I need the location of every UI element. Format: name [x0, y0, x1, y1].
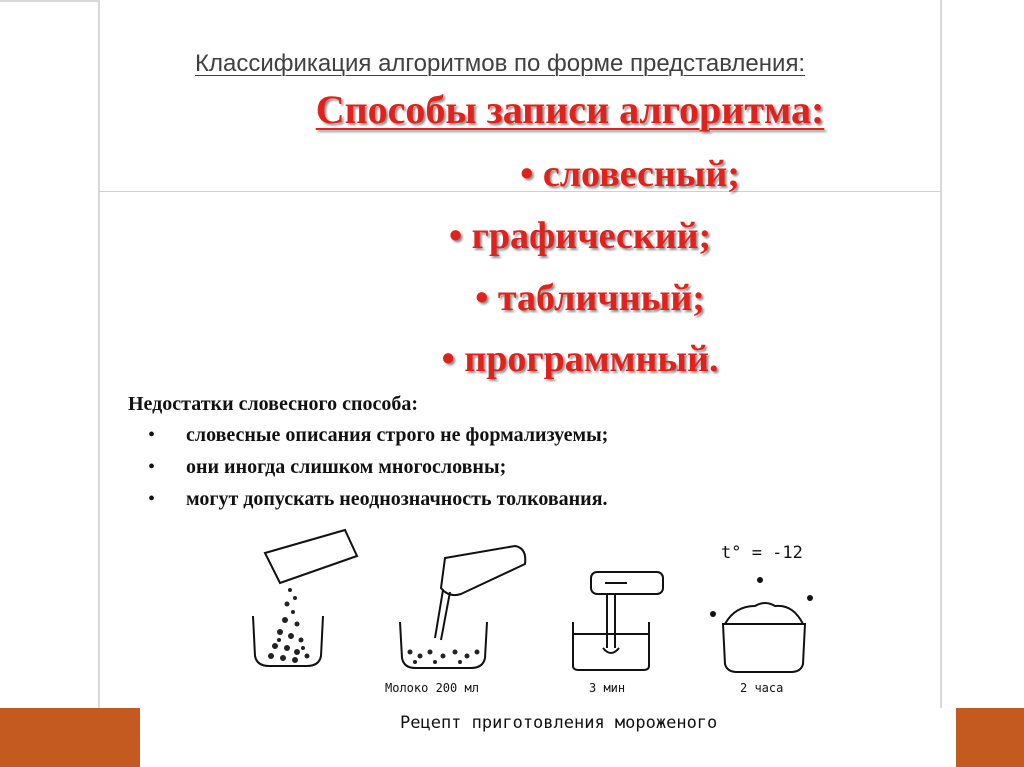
cons-list	[148, 424, 608, 520]
slide-title: Классификация алгоритмов по форме представления:	[195, 50, 806, 77]
cons-title: Недостатки словесного способа:	[128, 393, 419, 415]
step1-packet-icon	[253, 530, 357, 666]
method-tabular: • табличный;	[475, 277, 705, 319]
frame-top-left	[0, 0, 98, 2]
method-program: • программный.	[441, 338, 719, 380]
frame-left-line	[98, 0, 100, 708]
temperature-label: t° = -12	[721, 543, 803, 563]
step4-freezer-icon	[710, 577, 813, 672]
methods-heading: Способы записи алгоритма:	[315, 87, 825, 132]
step4-caption: 2 часа	[740, 681, 784, 695]
step3-caption: 3 мин	[589, 681, 626, 695]
step1-caption: Молоко 200 мл	[385, 681, 479, 695]
cons-item-text: они иногда слишком многословны;	[186, 456, 507, 478]
list-item	[148, 456, 608, 488]
cons-item-text: могут допускать неоднозначность толкования.	[186, 488, 608, 510]
bullet-icon: •	[148, 488, 156, 510]
list-item	[148, 424, 608, 456]
corner-decoration-left	[0, 708, 140, 767]
corner-decoration-right	[956, 708, 1024, 767]
bullet-icon: •	[148, 424, 156, 446]
step3-mixer-icon	[573, 572, 663, 670]
list-item	[148, 488, 608, 520]
illustration-caption: Рецепт приготовления мороженого	[400, 713, 718, 733]
method-verbal: • словесный;	[520, 153, 740, 195]
cons-item-text: словесные описания строго не формализуемы;	[186, 424, 609, 446]
ice-cream-recipe-illustration	[235, 528, 835, 740]
snowflake-icon	[710, 577, 813, 617]
method-graphic: • графический;	[448, 215, 712, 257]
step2-milk-icon	[400, 546, 525, 668]
bullet-icon: •	[148, 456, 156, 478]
